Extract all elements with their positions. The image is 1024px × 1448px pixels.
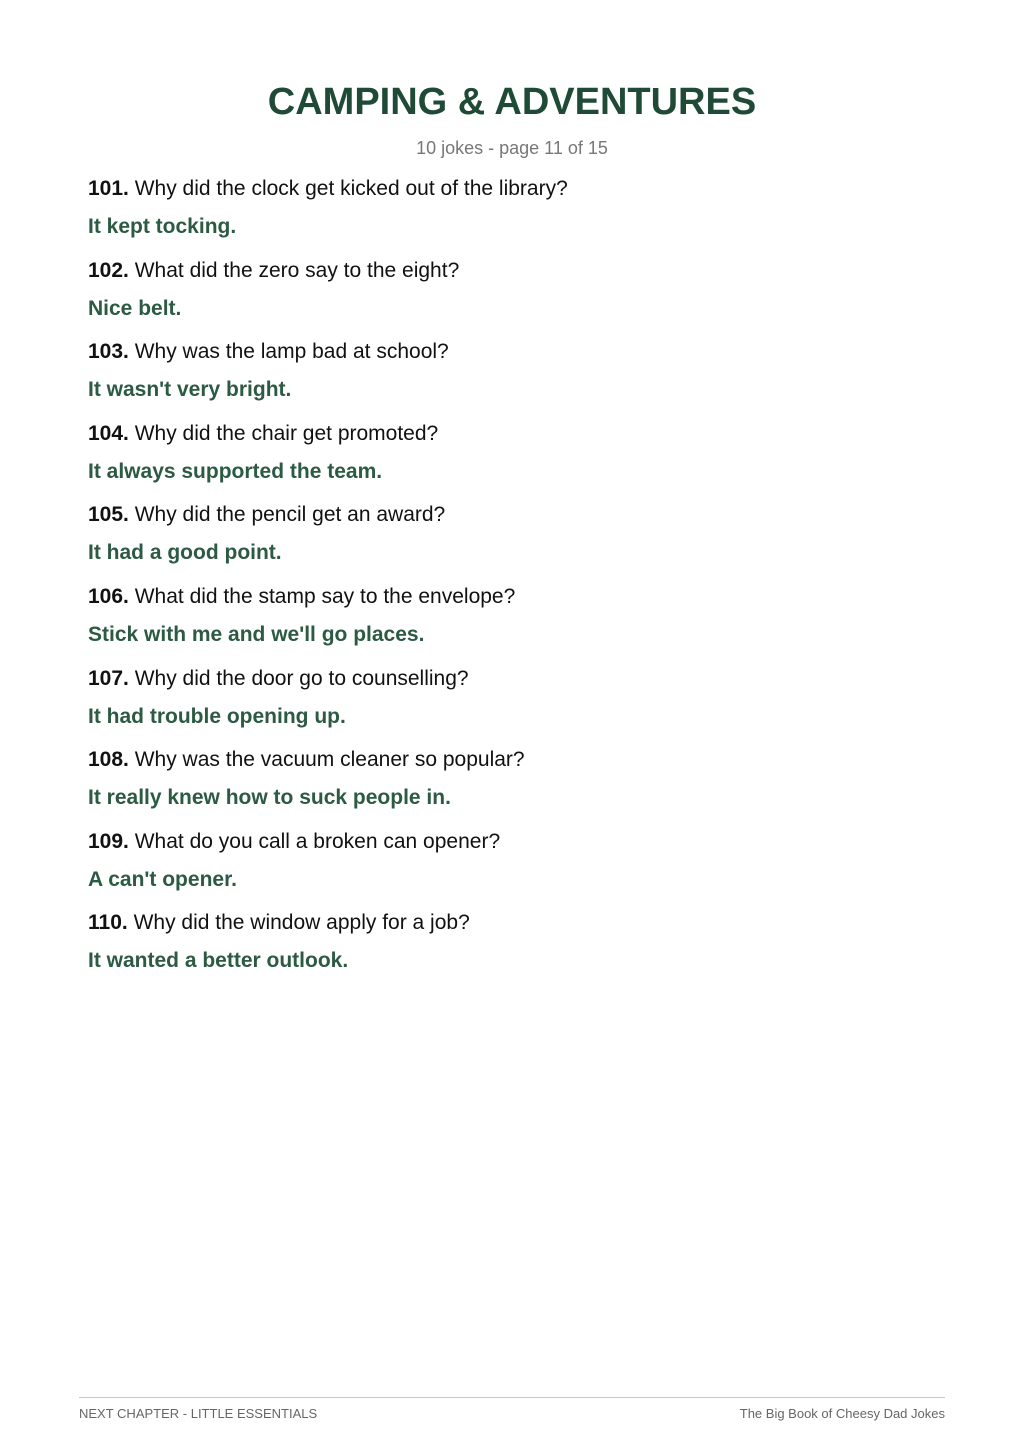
joke-item [88,419,948,501]
joke-answer: It wanted a better outlook. [88,949,349,973]
page-title: CAMPING & ADVENTURES [267,81,757,123]
joke-item [88,500,948,582]
joke-question-text: What did the stamp say to the envelope? [134,584,516,608]
joke-item [88,256,948,338]
joke-number: 108. [88,748,129,772]
joke-question-text: Why did the door go to counselling? [134,666,469,690]
joke-question [88,174,948,212]
joke-answer: Nice belt. [88,296,182,320]
joke-question [88,664,948,702]
joke-item [88,664,948,746]
joke-item [88,174,948,256]
joke-number: 105. [88,503,129,527]
joke-number: 106. [88,584,129,608]
joke-answer: Stick with me and we'll go places. [88,622,425,646]
joke-question-text: Why did the window apply for a job? [133,911,470,935]
joke-number: 102. [88,258,129,282]
joke-question [88,582,948,620]
joke-item [88,337,948,419]
joke-answer: A can't opener. [88,867,237,891]
joke-question-text: What do you call a broken can opener? [134,829,501,853]
joke-number: 109. [88,829,129,853]
footer-next-chapter: NEXT CHAPTER - LITTLE ESSENTIALS [79,1406,318,1421]
joke-answer: It had a good point. [88,541,282,565]
joke-answer: It really knew how to suck people in. [88,786,451,810]
joke-list [88,174,948,990]
footer-divider [79,1397,945,1398]
joke-question [88,827,948,865]
joke-question-text: Why did the chair get promoted? [134,421,439,445]
joke-question [88,256,948,294]
joke-item [88,827,948,909]
joke-question [88,419,948,457]
joke-number: 101. [88,177,129,200]
joke-item [88,582,948,664]
page-subtitle: 10 jokes - page 11 of 15 [416,138,608,158]
joke-question [88,500,948,538]
joke-question [88,745,948,783]
joke-number: 110. [88,911,128,935]
joke-number: 107. [88,666,129,690]
joke-answer: It wasn't very bright. [88,378,292,402]
joke-question-text: Why did the pencil get an award? [134,503,446,527]
joke-question-text: What did the zero say to the eight? [134,258,460,282]
joke-question [88,337,948,375]
joke-number: 103. [88,340,129,364]
joke-item [88,908,948,990]
joke-answer: It always supported the team. [88,459,383,483]
joke-answer: It had trouble opening up. [88,704,346,728]
footer-book-title: The Big Book of Cheesy Dad Jokes [739,1406,945,1421]
joke-answer: It kept tocking. [88,215,237,238]
joke-number: 104. [88,421,129,445]
joke-item [88,745,948,827]
joke-question-text: Why was the vacuum cleaner so popular? [134,748,525,772]
joke-question-text: Why was the lamp bad at school? [134,340,449,364]
joke-question-text: Why did the clock get kicked out of the library? [134,177,568,200]
joke-question [88,908,948,946]
